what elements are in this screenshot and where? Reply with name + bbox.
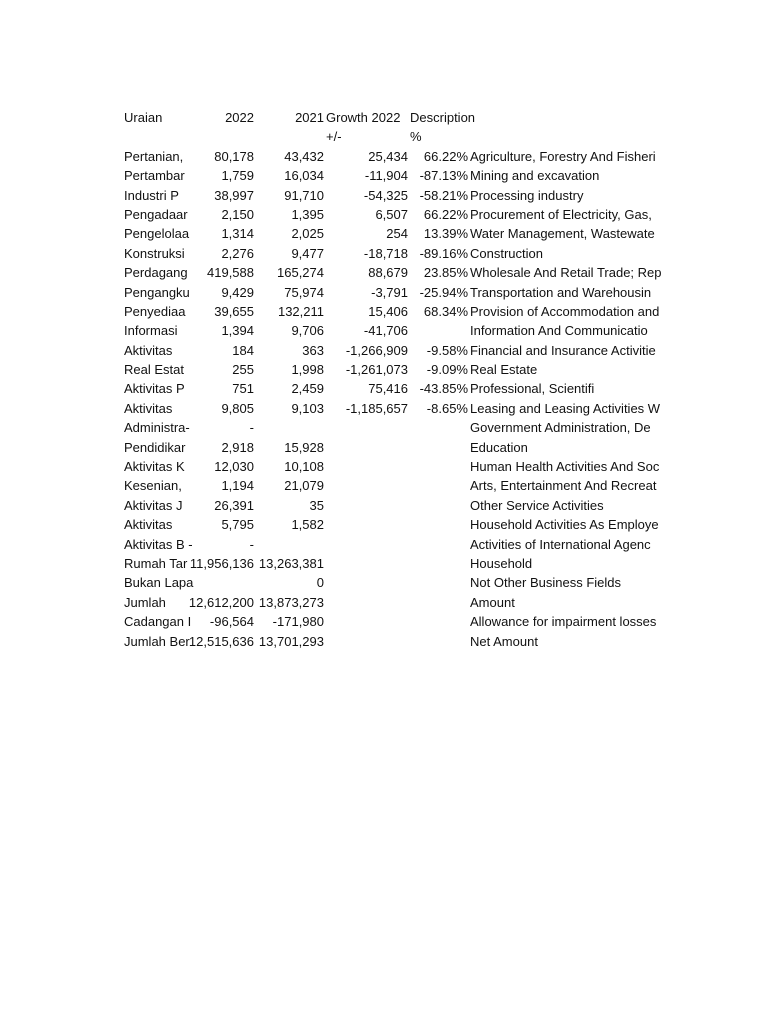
value-2022: 1,394 xyxy=(221,323,254,339)
value-2021: 2,459 xyxy=(291,381,324,397)
description: Allowance for impairment losses xyxy=(470,614,657,630)
row-label: Aktivitas xyxy=(124,517,173,533)
description: Agriculture, Forestry And Fisheri xyxy=(470,148,656,164)
description: Amount xyxy=(470,594,515,610)
value-2021: 165,274 xyxy=(277,265,324,281)
growth-percent: -25.94% xyxy=(419,284,468,300)
description: Mining and excavation xyxy=(470,168,600,184)
row-label: Jumlah Ber xyxy=(124,633,190,649)
row-label: Pengangku xyxy=(124,284,190,300)
header-label: Uraian xyxy=(124,110,163,125)
row-label: Pertambar xyxy=(124,168,185,184)
description: Processing industry xyxy=(470,187,584,203)
header-2022: 2022 xyxy=(225,110,254,125)
row-label: Kesenian, xyxy=(124,478,182,494)
growth-value: 25,434 xyxy=(368,148,408,164)
growth-percent: 66.22% xyxy=(423,206,468,222)
value-2021: 13,701,293 xyxy=(258,633,324,649)
growth-value: -54,325 xyxy=(363,187,408,203)
description: Leasing and Leasing Activities W xyxy=(470,400,661,416)
growth-value: 75,416 xyxy=(368,381,408,397)
row-label: Aktivitas xyxy=(124,342,173,358)
growth-percent: -58.21% xyxy=(419,187,468,203)
value-2022: 12,515,636 xyxy=(188,633,254,649)
value-2022: 2,918 xyxy=(221,439,254,455)
description: Information And Communicatio xyxy=(470,323,648,339)
row-label: Industri P xyxy=(124,187,179,203)
growth-value: -1,185,657 xyxy=(345,400,408,416)
description: Transportation and Warehousin xyxy=(470,284,652,300)
description: Real Estate xyxy=(470,362,538,378)
value-2021: 16,034 xyxy=(284,168,324,184)
growth-value: -3,791 xyxy=(371,284,408,300)
description: Household Activities As Employe xyxy=(470,517,659,533)
description: Education xyxy=(470,439,528,455)
growth-percent: -89.16% xyxy=(419,245,468,261)
row-label: Aktivitas B - xyxy=(124,536,193,552)
row-label: Aktivitas P xyxy=(124,381,185,397)
row-label: Konstruksi xyxy=(124,245,185,261)
value-2022: 2,150 xyxy=(221,206,254,222)
value-2022: 38,997 xyxy=(214,187,254,203)
value-2021: 35 xyxy=(309,497,324,513)
description: Human Health Activities And Soc xyxy=(470,459,660,475)
value-2021: 13,263,381 xyxy=(258,555,324,571)
growth-value: 6,507 xyxy=(375,206,408,222)
value-2021: 9,477 xyxy=(291,245,324,261)
value-2021: 1,998 xyxy=(291,362,324,378)
value-2021: 9,103 xyxy=(291,400,324,416)
description: Not Other Business Fields xyxy=(470,575,622,591)
value-2021: -171,980 xyxy=(272,614,324,630)
value-2022: 1,759 xyxy=(221,168,254,184)
growth-percent: -87.13% xyxy=(419,168,468,184)
value-2021: 43,432 xyxy=(284,148,324,164)
growth-value: -1,266,909 xyxy=(345,342,408,358)
description: Wholesale And Retail Trade; Rep xyxy=(470,265,662,281)
row-label: Perdagang xyxy=(124,265,188,281)
value-2022: 9,429 xyxy=(221,284,254,300)
value-2021: 9,706 xyxy=(291,323,324,339)
value-2022: 9,805 xyxy=(221,400,254,416)
row-label: Informasi xyxy=(124,323,178,339)
row-label: Aktivitas K xyxy=(124,459,185,475)
row-label: Real Estat xyxy=(124,362,184,378)
subheader-percent: % xyxy=(410,129,422,145)
description: Water Management, Wastewate xyxy=(470,226,655,242)
description: Construction xyxy=(470,245,543,261)
growth-value: -1,261,073 xyxy=(345,362,408,378)
growth-value: -11,904 xyxy=(364,168,408,184)
row-label: Aktivitas J xyxy=(124,497,183,513)
value-2021: 75,974 xyxy=(284,284,324,300)
growth-value: -41,706 xyxy=(363,323,408,339)
row-label: Penyediaa xyxy=(124,303,186,319)
value-2021: 363 xyxy=(302,342,324,358)
description: Financial and Insurance Activitie xyxy=(470,342,656,358)
value-2022: 12,030 xyxy=(214,459,254,475)
row-label: Aktivitas xyxy=(124,400,173,416)
value-2021: 13,873,273 xyxy=(258,594,324,610)
growth-percent: 13.39% xyxy=(423,226,468,242)
value-2021: 15,928 xyxy=(284,439,324,455)
subheader-plus-minus: +/- xyxy=(326,129,342,145)
value-2022: -96,564 xyxy=(209,614,254,630)
value-2022: 26,391 xyxy=(214,497,254,513)
value-2021: 0 xyxy=(316,575,324,591)
header-description: Description xyxy=(410,110,476,125)
value-2022: 419,588 xyxy=(207,265,254,281)
value-2021: 1,582 xyxy=(291,517,324,533)
header-2021: 2021 xyxy=(295,110,324,125)
growth-percent: -9.09% xyxy=(426,362,468,378)
growth-percent: 68.34% xyxy=(423,303,468,319)
description: Other Service Activities xyxy=(470,497,604,513)
value-2022: 39,655 xyxy=(214,303,254,319)
value-2022: 80,178 xyxy=(214,148,254,164)
value-2022: 11,956,136 xyxy=(189,555,254,571)
growth-percent: 66.22% xyxy=(423,148,468,164)
description: Provision of Accommodation and xyxy=(470,303,660,319)
row-label: Cadangan I xyxy=(124,614,192,630)
row-label: Pengadaar xyxy=(124,206,188,222)
description: Procurement of Electricity, Gas, xyxy=(470,206,652,222)
row-label: Jumlah xyxy=(124,594,166,610)
value-2022: 1,314 xyxy=(221,226,254,242)
value-2021: 10,108 xyxy=(284,459,324,475)
description: Net Amount xyxy=(470,633,538,649)
growth-value: 254 xyxy=(386,226,408,242)
value-2022: 751 xyxy=(232,381,254,397)
growth-value: -18,718 xyxy=(363,245,408,261)
row-label: Pertanian, xyxy=(124,148,184,164)
value-2022: 255 xyxy=(232,362,254,378)
value-2021: 132,211 xyxy=(277,303,324,319)
value-2022: 184 xyxy=(232,342,254,358)
value-2021: 21,079 xyxy=(284,478,324,494)
description: Activities of International Agenc xyxy=(470,536,651,552)
row-label: Bukan Lapa xyxy=(124,575,194,591)
value-2021: 91,710 xyxy=(284,187,324,203)
growth-value: 88,679 xyxy=(368,265,408,281)
description: Household xyxy=(470,555,533,571)
growth-percent: -9.58% xyxy=(426,342,468,358)
description: Professional, Scientifi xyxy=(470,381,595,397)
row-label: Administra- xyxy=(124,420,190,436)
growth-percent: 23.85% xyxy=(423,265,468,281)
row-label: Pendidikar xyxy=(124,439,186,455)
value-2021: 1,395 xyxy=(291,206,324,222)
row-label: Rumah Tar xyxy=(124,555,188,571)
value-2022: 12,612,200 xyxy=(188,594,254,610)
header-growth: Growth 2022 xyxy=(326,110,401,125)
description: Arts, Entertainment And Recreat xyxy=(470,478,657,494)
growth-percent: -43.85% xyxy=(419,381,468,397)
description: Government Administration, De xyxy=(470,420,651,436)
growth-value: 15,406 xyxy=(368,303,408,319)
value-2022: 5,795 xyxy=(221,517,254,533)
value-2022: 1,194 xyxy=(221,478,254,494)
value-2022: 2,276 xyxy=(221,245,254,261)
growth-percent: -8.65% xyxy=(426,400,468,416)
value-2022: - xyxy=(249,536,254,552)
value-2021: 2,025 xyxy=(291,226,324,242)
row-label: Pengelolaa xyxy=(124,226,190,242)
value-2022: - xyxy=(249,420,254,436)
